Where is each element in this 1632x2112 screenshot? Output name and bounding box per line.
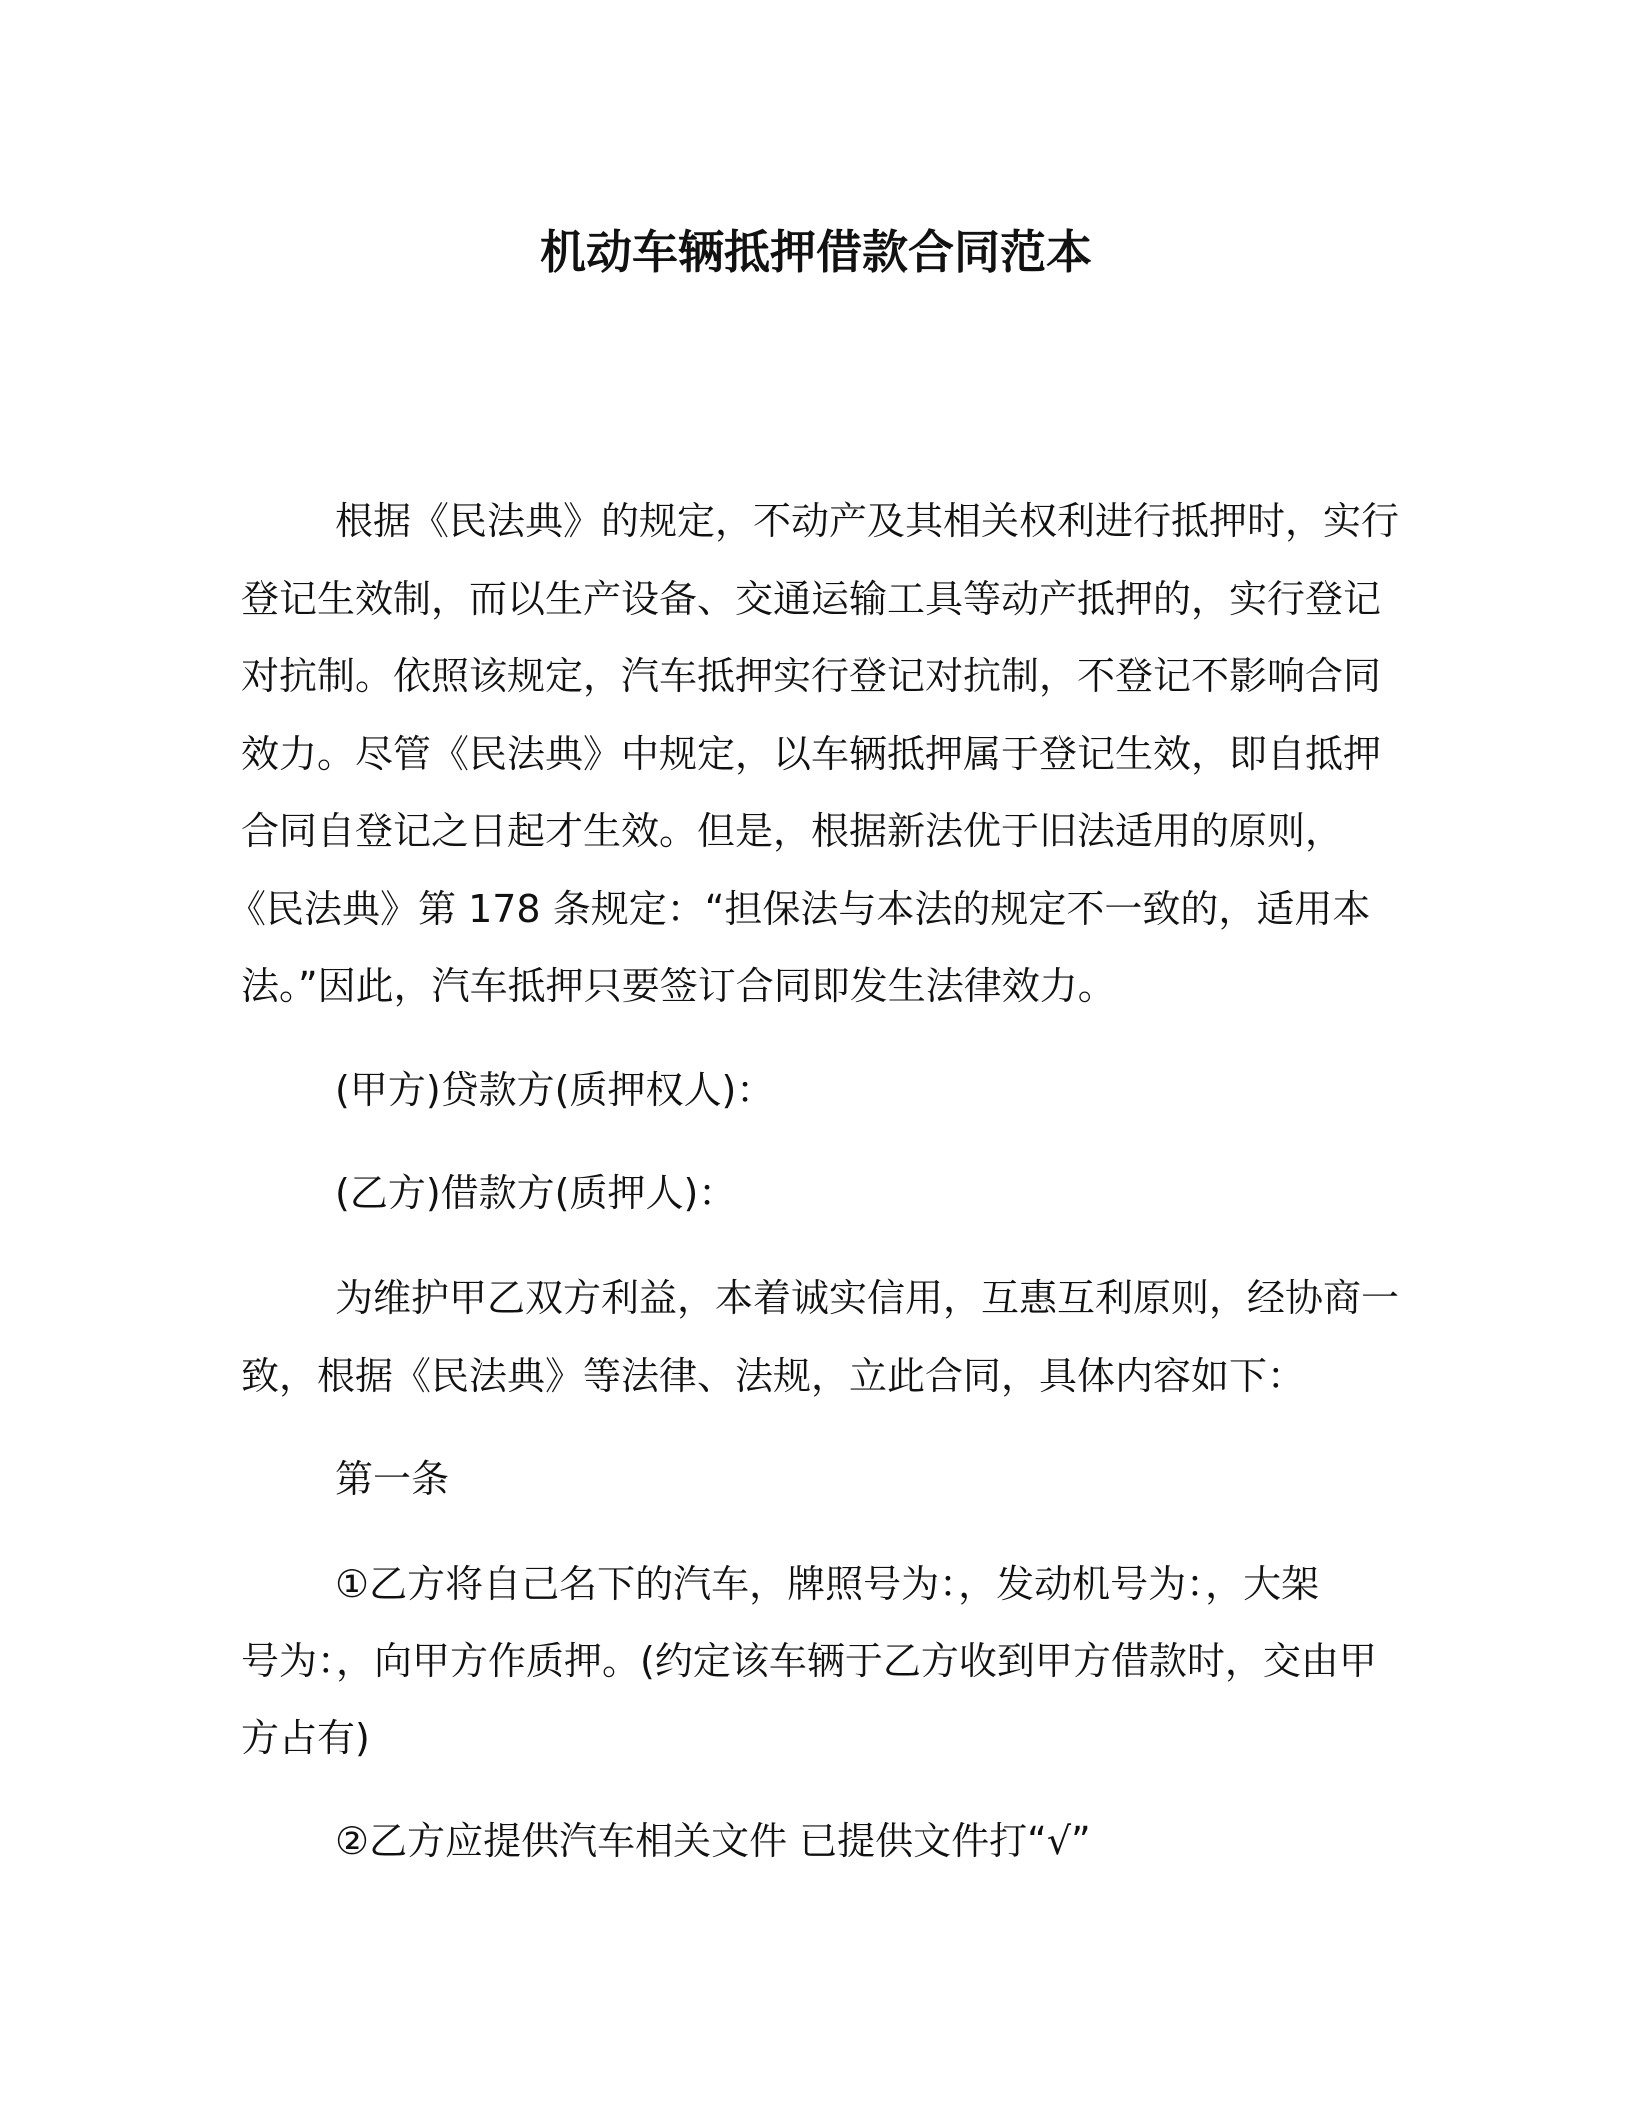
- intro-line: 登记生效制，而以生产设备、交通运输工具等动产抵押的，实行登记: [241, 577, 1382, 621]
- intro-line: 《民法典》第 178 条规定：“担保法与本法的规定不一致的，适用本: [228, 887, 1371, 931]
- party-b-label: (乙方)借款方(质押人)：: [335, 1171, 737, 1215]
- intro-line: 根据《民法典》的规定，不动产及其相关权利进行抵押时，实行: [335, 499, 1400, 543]
- intro-line: 合同自登记之日起才生效。但是，根据新法优于旧法适用的原则，: [241, 809, 1344, 853]
- intro-line: 效力。尽管《民法典》中规定，以车辆抵押属于登记生效，即自抵押: [241, 732, 1382, 776]
- intro-line: 法。”因此，汽车抵押只要签订合同即发生法律效力。: [241, 964, 1116, 1008]
- intro-line: 对抗制。依照该规定，汽车抵押实行登记对抗制，不登记不影响合同: [241, 654, 1382, 698]
- clause-1-line: ①乙方将自己名下的汽车，牌照号为：，发动机号为：，大架: [335, 1562, 1320, 1606]
- article-heading: 第一条: [335, 1457, 450, 1501]
- clause-1-line: 方占有): [241, 1716, 370, 1760]
- document-title: 机动车辆抵押借款合同范本: [540, 225, 1092, 279]
- clause-1-line: 号为：，向甲方作质押。(约定该车辆于乙方收到甲方借款时，交由甲: [241, 1639, 1377, 1683]
- preamble-line: 为维护甲乙双方利益，本着诚实信用，互惠互利原则，经协商一: [335, 1276, 1400, 1320]
- preamble-line: 致，根据《民法典》等法律、法规，立此合同，具体内容如下：: [241, 1354, 1306, 1398]
- clause-2-line: ②乙方应提供汽车相关文件 已提供文件打“√”: [335, 1819, 1091, 1863]
- party-a-label: (甲方)贷款方(质押权人)：: [335, 1068, 775, 1112]
